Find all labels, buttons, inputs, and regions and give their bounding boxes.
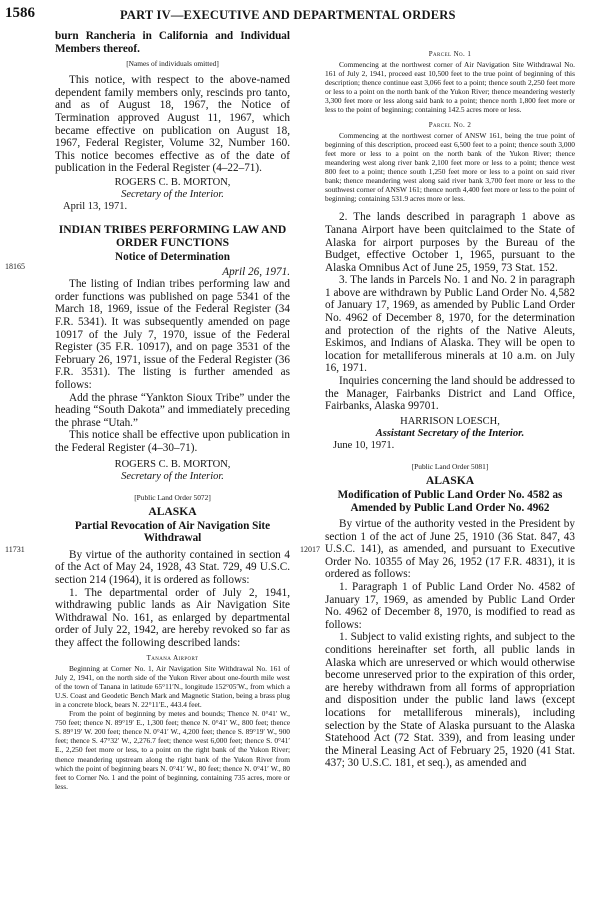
signature-title: Assistant Secretary of the Interior.: [375, 427, 525, 439]
section-heading-indian-tribes: INDIAN TRIBES PERFORMING LAW AND ORDER FUNCTIONS: [58, 223, 287, 250]
margin-reference: 12017: [300, 545, 320, 554]
parcel-heading: Parcel No. 1: [428, 50, 472, 58]
state-heading: ALASKA: [425, 473, 475, 487]
omitted-note: [Names of individuals omitted]: [126, 59, 219, 69]
land-description-heading: Tanana Airport: [146, 653, 199, 662]
signature-title: Secretary of the Interior.: [121, 470, 224, 482]
revocation-paragraph: 1. The departmental order of July 2, 1941, withdrawing public lands as Air Navigation Site Withdrawal No. 161, as enlarged by departmental order of July 22, 1942, are hereby revoked so far as they affect the following described lands:: [55, 586, 290, 649]
quitclaim-paragraph: 2. The lands described in paragraph 1 above as Tanana Airport have been quitclaimed to the State of Alaska for airport purposes by the Bureau of the Budget, effective October 1, 1965, pursuant to the Alaska Omnibus Act of June 25, 1959, 73 Stat. 152.: [325, 211, 575, 274]
inquiries-paragraph: Inquiries concerning the land should be addressed to the Manager, Fairbanks District and Land Office, Fairbanks, Alaska 99701.: [325, 375, 575, 413]
effective-paragraph: This notice shall be effective upon publication in the Federal Register (4–30–71).: [55, 429, 290, 454]
modification-paragraph: 1. Paragraph 1 of Public Land Order No. 4582 of January 17, 1969, as amended by Public Land Order No. 4962 of December 8, 1970, is modified to read as follows:: [325, 581, 575, 631]
signature-name: HARRISON LOESCH,: [400, 415, 500, 427]
termination-rescission-paragraph: This notice, with respect to the above-named dependent family members only, rescinds pro tanto, and as of August 18, 1967, the Notice of Termination approved August 11, 1967, which became effective on publication on August 18, 1967, Federal Register, Volume 32, Number 160. This notice becomes effective as of the date of publication in the Federal Register (4–22–71).: [55, 74, 290, 175]
metes-bounds-paragraph: From the point of beginning by metes and bounds; Thence N. 0°41′ W., 750 feet; thence N. 89°19′ E., 1,300 feet; thence N. 0°41′ W., 800 feet; thence S. 89°19′ W. 200 feet; thence N. 0°41′ W., 4,200 feet; thence S. 89°19′ W., 900 feet; thence S. 47°32′ W., 2,276.7 feet; thence west 6,000 feet; thence S. 0°41′ E., 2,250 feet more or less, to a point on the right bank of the Yukon River; thence meandering upstream along the right bank of the Yukon River from which the point of beginning bears N. 0°41′ W., 80 feet; thence N. 0°41′ W., 80 feet to Corner No. 1 and the point of beginning, containing 735 acres, more or less.: [55, 709, 290, 791]
public-land-order-number: [Public Land Order 5081]: [411, 461, 489, 471]
state-heading: ALASKA: [148, 504, 197, 518]
signature-name: ROGERS C. B. MORTON,: [114, 458, 231, 470]
parcel-description: Commencing at the northwest corner of Air Navigation Site Withdrawal No. 161 of July 2, 1941, proceed east 10,500 feet to the true point of beginning of this description; thence continue east 3,066 feet to a point; thence south 2,250 feet more or less to a point on the north bank of the Yukon River; thence meandering westerly 3,300 feet more or less along said bank to a point; thence north 1,800 feet more or less to the point of beginning; containing 142.5 acres more or less.: [325, 60, 575, 115]
page-number: 1586: [5, 5, 35, 21]
order-title: Partial Revocation of Air Navigation Site Withdrawal: [74, 519, 271, 545]
margin-reference: 11731: [5, 545, 25, 554]
public-land-order-number: [Public Land Order 5072]: [134, 492, 211, 502]
authority-paragraph: By virtue of the authority contained in section 4 of the Act of May 24, 1928, 43 Stat. 729, 49 U.S.C. section 214 (1964), it is ordered as follows:: [55, 548, 290, 586]
margin-reference: 18165: [5, 262, 25, 271]
withdrawal-terms-paragraph: 1. Subject to valid existing rights, and subject to the conditions hereinafter set forth, all public lands in Alaska which are unreserved or which would otherwise become unreserved prior to the expiration of this order, are hereby withdrawn from all forms of appropriation and disposition under the public land laws (except locations for metalliferous minerals), including selection by the State of Alaska pursuant to the Alaska Statehood Act (72 Stat. 339), and from leasing under the Mineral Leasing Act of February 25, 1920 (41 Stat. 437; 30 U.S.C. 181, et seq.), as amended and: [325, 631, 575, 770]
notice-date: April 13, 1971.: [63, 201, 128, 213]
land-description-paragraph: Beginning at Corner No. 1, Air Navigation Site Withdrawal No. 161 of July 2, 1941, on the north side of the Yukon River about one-fourth mile west of the town of Tanana in latitude 65°11′N., longitude 152°05′W., from which a U.S. Coast and Geodetic Bench Mark and Magnetic Station, being a brass plug in a concrete block, bears N. 22°11′E., 443.4 feet.: [55, 663, 290, 709]
order-title: Modification of Public Land Order No. 4582 as Amended by Public Land Order No. 4962: [337, 488, 563, 514]
parcel-description: Commencing at the northwest corner of ANSW 161, being the true point of beginning of this description, proceed east 6,500 feet to a point; thence south 3,000 feet more or less to a point on the north bank of the Yukon River; thence meandering west along river bank 2,100 feet more or less to a point; thence west 800 feet to a point; thence south 1,250 feet more or less to a point on said river bank; thence meandering west along said river bank 3,700 feet more or less to the southwest corner of ANSW 161; thence north 4,400 feet more or less to the point of beginning; containing 531.9 acres more or less.: [325, 130, 575, 204]
authority-paragraph: By virtue of the authority vested in the President by section 1 of the act of June 25, 1910 (36 Stat. 847, 43 U.S.C. 141), as amended, and pursuant to Executive Order No. 10355 of May 26, 1952 (17 F.R. 4831), it is ordered as follows:: [325, 518, 575, 581]
left-column: [55, 30, 290, 791]
listing-paragraph: The listing of Indian tribes performing law and order functions was published on page 5341 of the March 18, 1969, issue of the Federal Register (34 F.R. 5341). It was subsequently amended on page 10917 of the July 7, 1970, issue of the Federal Register (35 F.R. 10917), and on page 3531 of the February 26, 1971, issue of the Federal Register (36 F.R. 3531). The listing is further amended as follows:: [55, 278, 290, 391]
withdrawal-paragraph: 3. The lands in Parcels No. 1 and No. 2 in paragraph 1 above are withdrawn by Public Land Order No. 4,582 of January 17, 1969, as amended by Public Land Order No. 4962 of December 8, 1970, for the determination and protection of the rights of the Native Aleuts, Eskimos, and Indians of Alaska. They will be open to location for metalliferous minerals at 10 a.m. on July 16, 1971.: [325, 274, 575, 375]
continued-heading: burn Rancheria in California and Individual Members thereof.: [55, 30, 290, 55]
signature-title: Secretary of the Interior.: [121, 189, 224, 201]
section-subheading: Notice of Determination: [115, 251, 230, 264]
parcel-heading: Parcel No. 2: [428, 120, 472, 129]
signature-name: ROGERS C. B. MORTON,: [114, 177, 231, 189]
running-header: PART IV—EXECUTIVE AND DEPARTMENTAL ORDERS: [120, 8, 456, 22]
order-date: June 10, 1971.: [333, 439, 395, 451]
amendment-paragraph: Add the phrase “Yankton Sioux Tribe” under the heading “South Dakota” and immediately preceding the phrase “Utah.”: [55, 391, 290, 429]
section-date: April 26, 1971.: [222, 265, 290, 278]
right-column: [325, 30, 575, 770]
